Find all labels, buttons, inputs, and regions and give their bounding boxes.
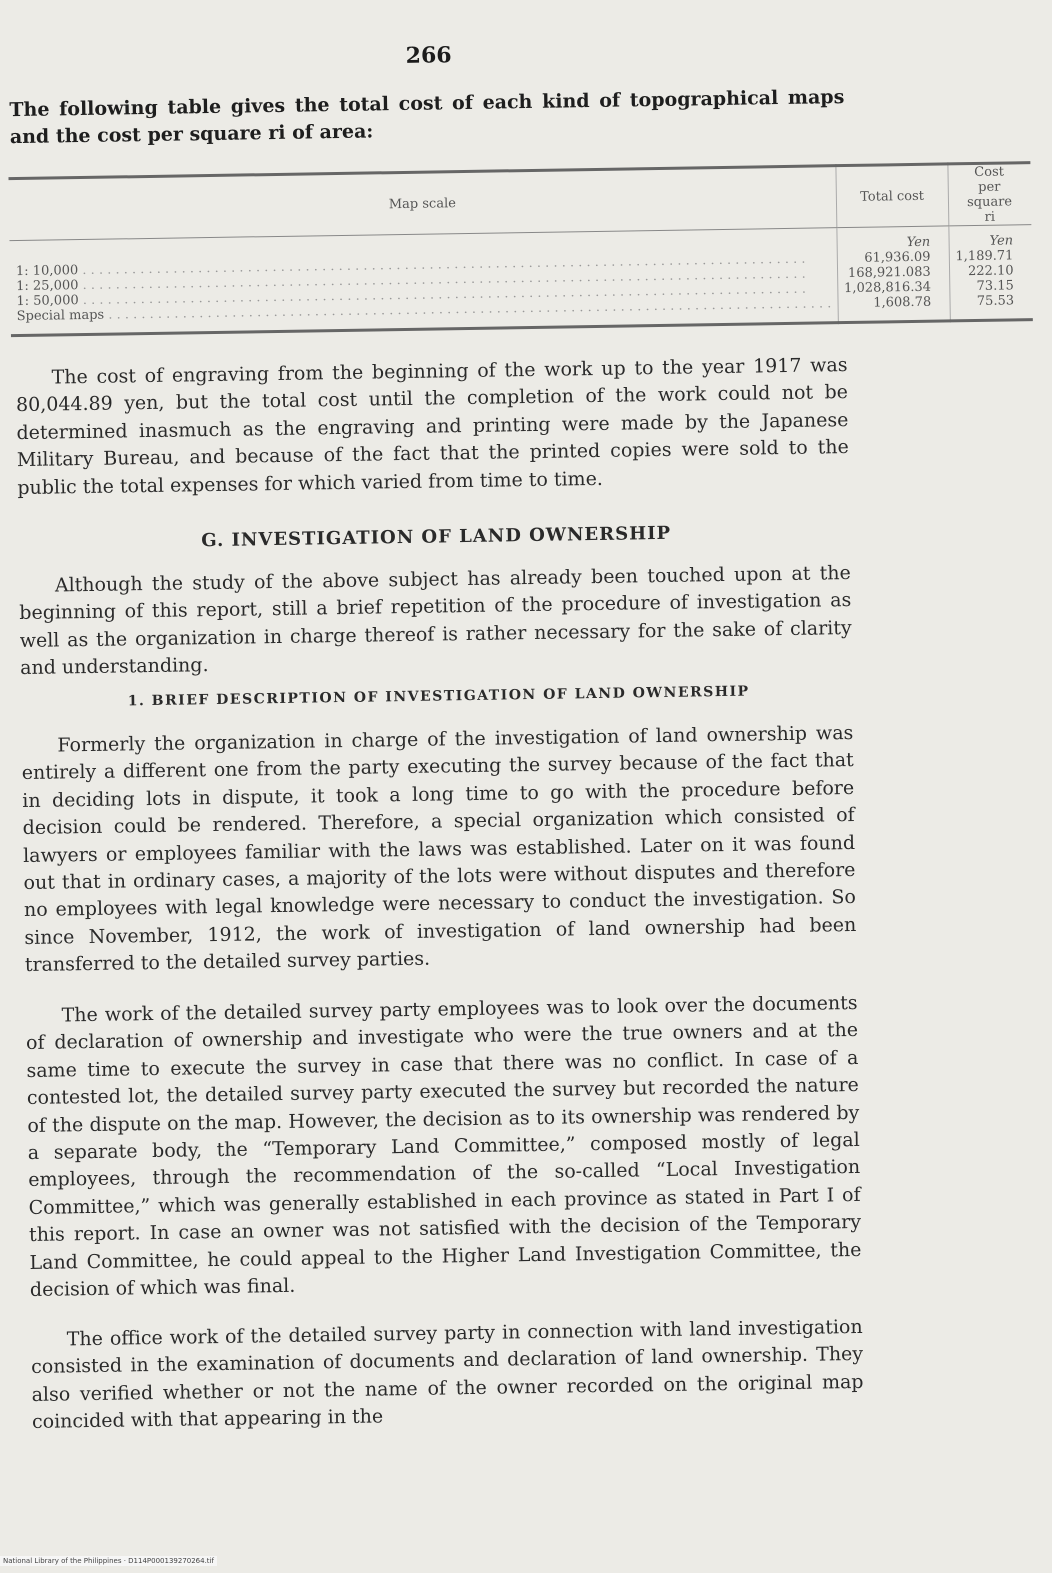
cost-per-ri-column xyxy=(948,225,1032,321)
header-map-scale: Map scale xyxy=(8,166,836,241)
intro-repetition-paragraph: Although the study of the above subject has already been touched upon at the beginning of this report, still a brief repetition of the procedure of investigation as well as the organization in charge thereof is rather necessary for the sake of clarity and understanding. xyxy=(19,561,852,680)
header-cost-per-square-ri: Cost per square ri xyxy=(948,163,1031,226)
scale-cell: 1: 25,000 . . . xyxy=(16,266,831,294)
scale-cell: 1: 50,000 . . . xyxy=(16,281,831,309)
scale-cell: 1: 10,000 . . . xyxy=(16,251,831,279)
cost-per-ri-cell: 222.10 xyxy=(967,263,1014,280)
scale-cell: Special maps . . . xyxy=(17,296,832,324)
total-cost-cell: 168,921.083 xyxy=(847,264,931,281)
total-cost-cell: 1,608.78 xyxy=(873,294,932,311)
office-work-paragraph: The office work of the detailed survey party in connection with land investigation consisted in the examination of documents and declaration of land ownership. They also verified whether or not the name of the owner recorded on the original map coincided with that appearing in the xyxy=(30,1315,864,1434)
cost-per-ri-cell: 1,189.71 xyxy=(955,248,1014,265)
cost-table xyxy=(8,161,1032,337)
cost-per-ri-cell: 73.15 xyxy=(976,278,1014,294)
table-intro-paragraph: The following table gives the total cost of each kind of topographical maps and the cost per square ri of area: xyxy=(9,86,845,149)
unit-label: Yen xyxy=(989,233,1014,249)
unit-label: Yen xyxy=(906,234,931,251)
total-cost-cell: 61,936.09 xyxy=(864,249,931,266)
header-total-cost: Total cost xyxy=(836,164,949,228)
scan-footer-note: National Library of the Philippines · D114P000139270264.tif xyxy=(0,1556,217,1566)
total-cost-column xyxy=(837,226,950,323)
page-number: 266 xyxy=(405,42,452,69)
subsection-heading: 1. BRIEF DESCRIPTION OF INVESTIGATION OF LAND OWNERSHIP xyxy=(127,683,750,710)
map-scale-column xyxy=(9,228,838,336)
cost-per-ri-cell: 75.53 xyxy=(976,293,1015,309)
survey-work-paragraph: The work of the detailed survey party employees was to look over the documents of declaration of ownership and investigate who were the true owners and at the same time to execute the survey in case that there was no conflict. In case of a contested lot, the detailed survey party executed the survey but recorded the nature of the dispute on the map. However, the decision as to its ownership was rendered by a separate body, the “Temporary Land Committee,” composed mostly of legal employees, through the recommendation of the so-called “Local Investigation Committee,” which was generally established in each province as stated in Part I of this report. In case an owner was not satisfied with the decision of the Temporary Land Committee, he could appeal to the Higher Land Investigation Committee, the decision of which was final. xyxy=(25,991,862,1302)
section-heading: G. INVESTIGATION OF LAND OWNERSHIP xyxy=(201,522,672,552)
table-body-row xyxy=(9,225,1032,336)
engraving-cost-paragraph: The cost of engraving from the beginning of the work up to the year 1917 was 80,044.89 yen, but the total cost until the completion of the work could not be determined inasmuch as the engraving and printing were made by the Japanese Military Bureau, and because of the fact that the printed copies were sold to the public the total expenses for which varied from time to time. xyxy=(15,354,849,499)
total-cost-cell: 1,028,816.34 xyxy=(843,279,932,297)
formerly-paragraph: Formerly the organization in charge of the investigation of land ownership was entirely a different one from the party executing the survey because of the fact that in deciding lots in dispute, it took a long time to go with the procedure before decision could be rendered. Therefore, a special organization which consisted of lawyers or employees familiar with the laws was established. Later on it was found out that in ordinary cases, a majority of the lots were without disputes and therefore no employees with legal knowledge were necessary to conduct the investigation. So since November, 1912, the work of investigation of land ownership had been transferred to the detailed survey parties. xyxy=(21,721,857,977)
